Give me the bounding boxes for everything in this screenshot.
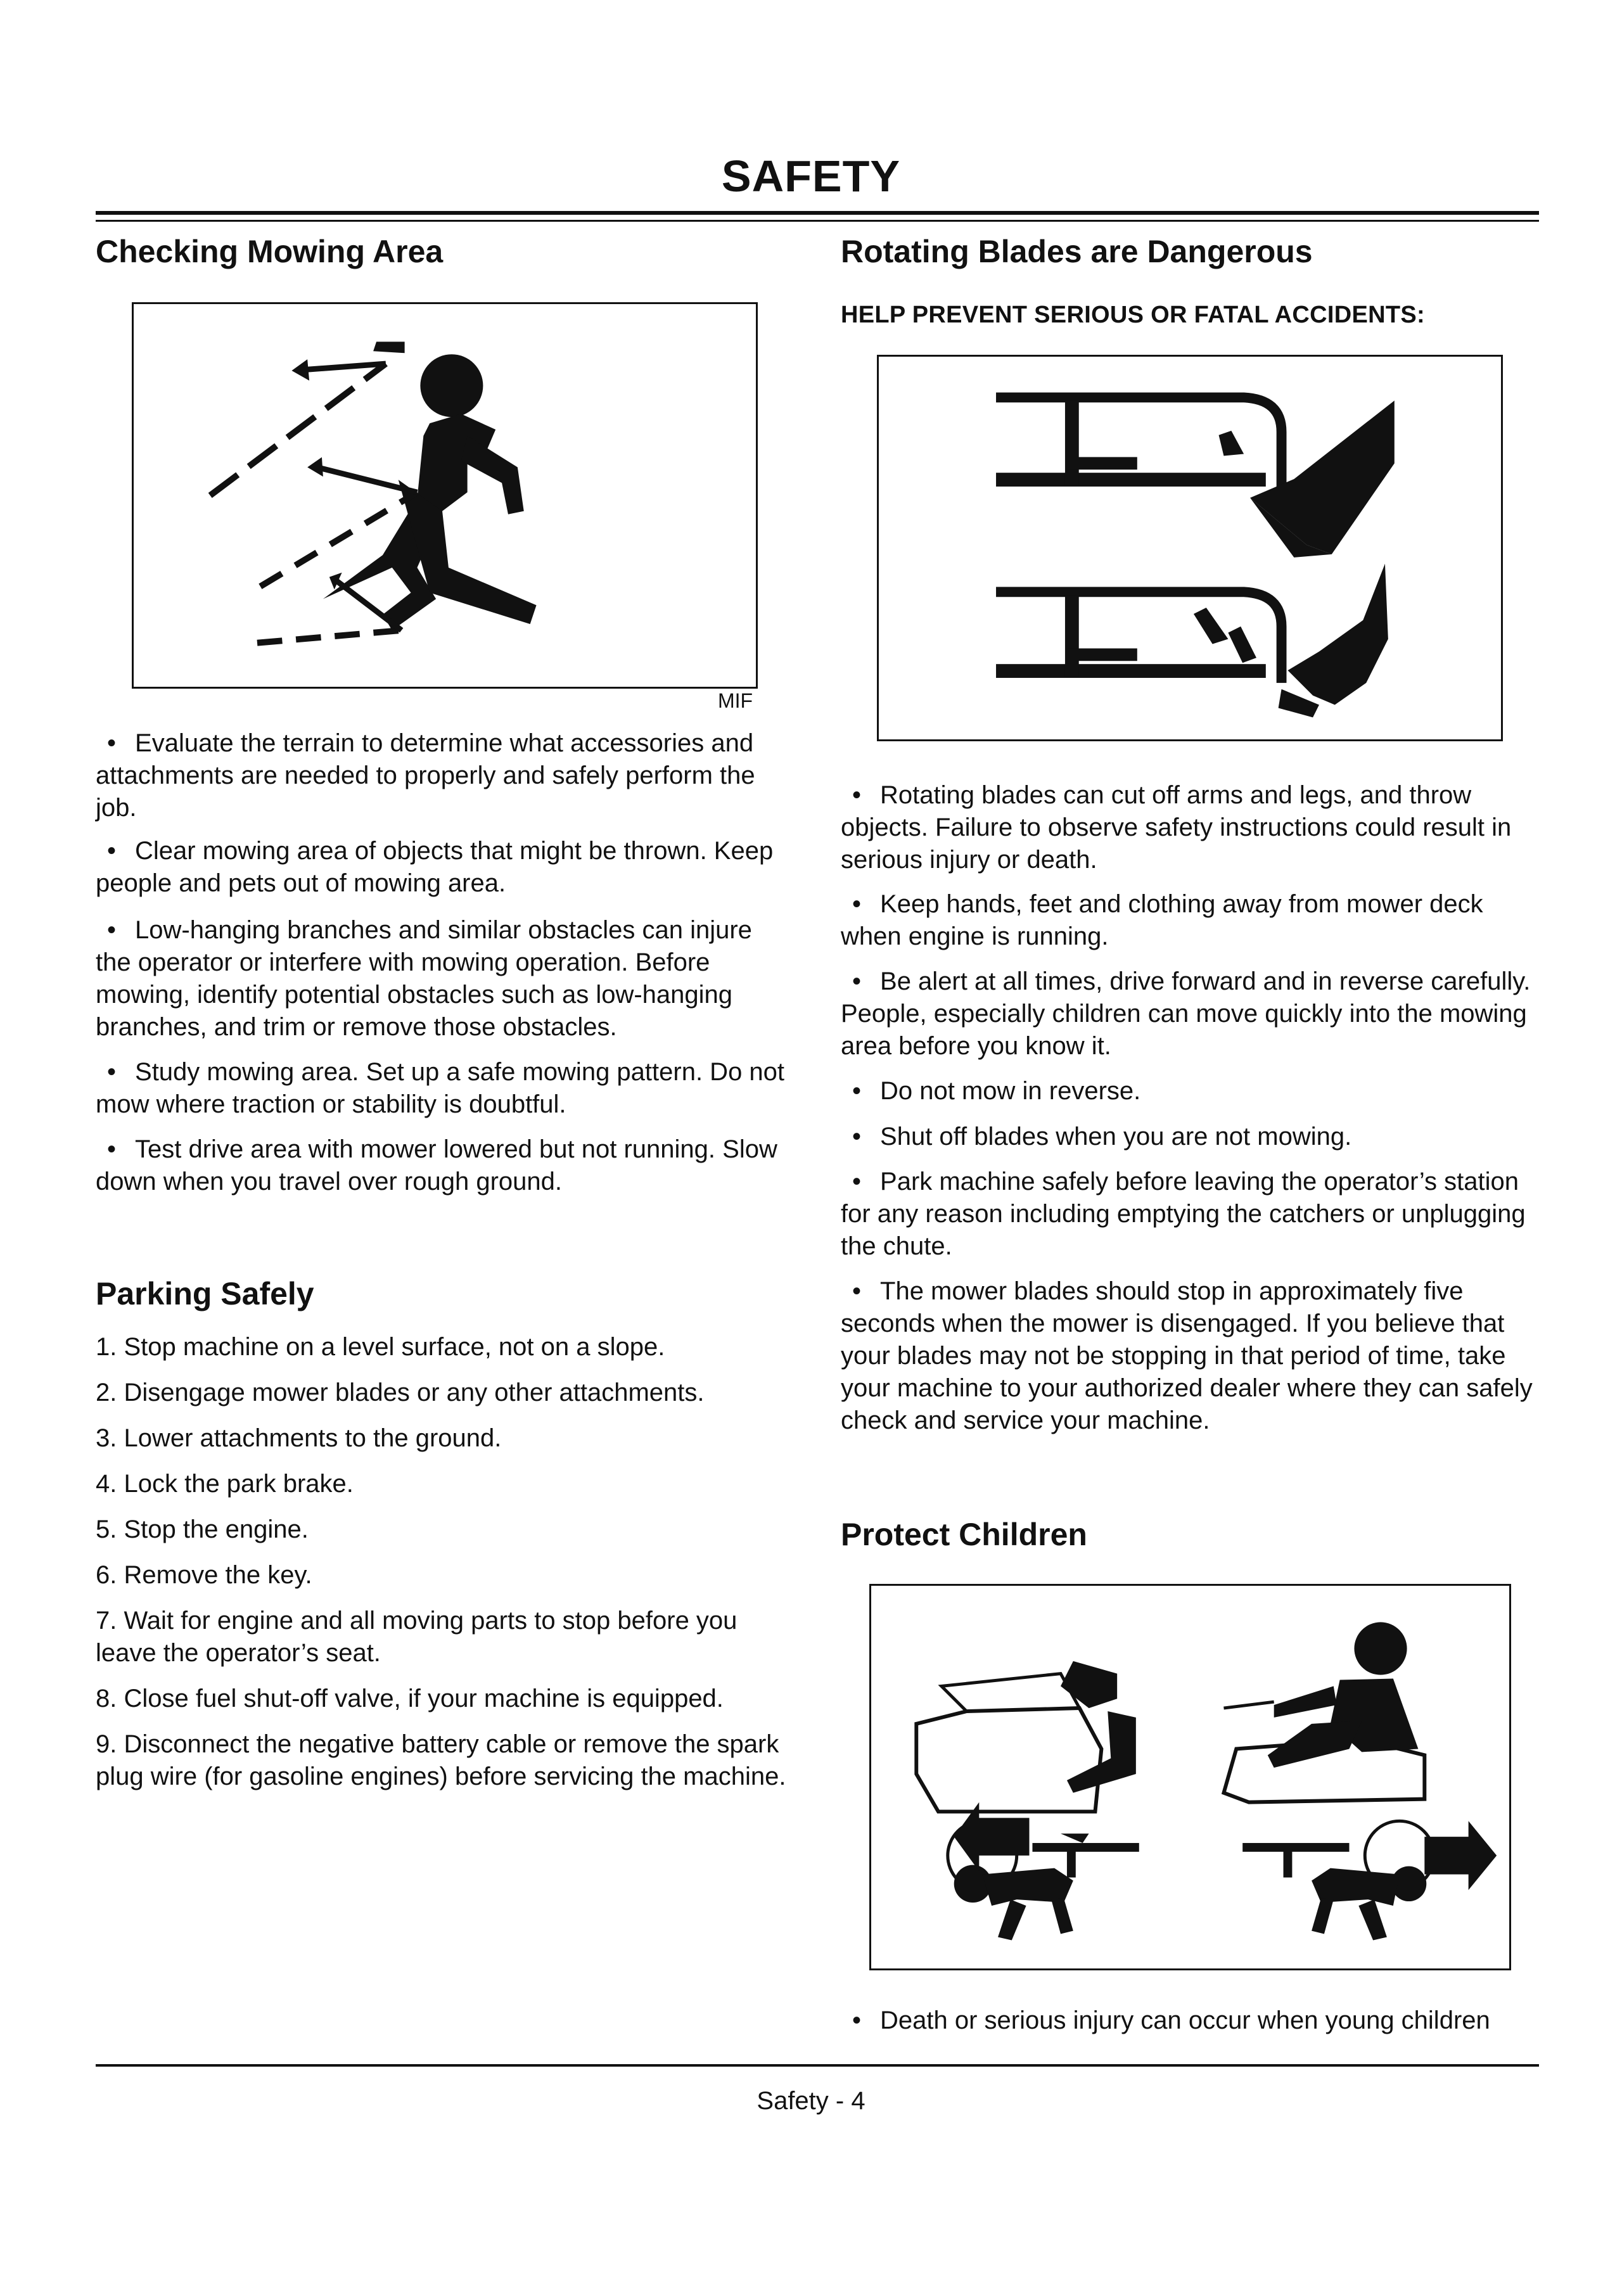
list-item: • Study mowing area. Set up a safe mowing pattern. Do not mow where traction or stability is doubtful. xyxy=(96,1056,789,1121)
list-item: • Do not mow in reverse. xyxy=(841,1075,1538,1107)
thrown-object-hazard-icon xyxy=(134,304,756,687)
rotating-blades-subheading: HELP PREVENT SERIOUS OR FATAL ACCIDENTS: xyxy=(841,302,1425,328)
list-item: 7. Wait for engine and all moving parts to stop before you leave the operator’s seat. xyxy=(96,1607,738,1667)
header-rule-thick xyxy=(96,211,1539,215)
list-item: 9. Disconnect the negative battery cable or remove the spark plug wire (for gasoline engines) before servicing the machine. xyxy=(96,1730,786,1790)
thrown-object-figure xyxy=(132,302,758,689)
list-item: • Be alert at all times, drive forward and in reverse carefully. People, especially children can move quickly into the mowing area before you know it. xyxy=(841,966,1538,1062)
list-item: • Death or serious injury can occur when young children xyxy=(841,2005,1538,2037)
list-item: • Keep hands, feet and clothing away from mower deck when engine is running. xyxy=(841,888,1538,953)
list-item: • Park machine safely before leaving the operator’s station for any reason including emptying the catchers or unplugging the chute. xyxy=(841,1166,1538,1263)
list-item: 5. Stop the engine. xyxy=(96,1515,309,1543)
list-item: 2. Disengage mower blades or any other attachments. xyxy=(96,1379,705,1406)
header-rule-thin xyxy=(96,220,1539,222)
list-item: • Shut off blades when you are not mowing. xyxy=(841,1121,1538,1153)
list-item: • Test drive area with mower lowered but not running. Slow down when you travel over rough ground. xyxy=(96,1133,789,1198)
blade-cut-hazard-icon xyxy=(879,357,1501,739)
blade-hazard-figure xyxy=(877,355,1503,741)
list-item: • Clear mowing area of objects that might be thrown. Keep people and pets out of mowing area. xyxy=(96,835,789,900)
footer-rule xyxy=(96,2064,1539,2067)
checking-mowing-area-heading: Checking Mowing Area xyxy=(96,234,444,269)
figure-code: MIF xyxy=(718,689,753,712)
page-number: Safety - 4 xyxy=(757,2087,865,2115)
parking-safely-heading: Parking Safely xyxy=(96,1276,314,1311)
list-item: 6. Remove the key. xyxy=(96,1561,312,1589)
list-item: • Evaluate the terrain to determine what accessories and attachments are needed to properly and safely perform the job. xyxy=(96,727,789,824)
page-title: SAFETY xyxy=(721,151,901,201)
children-near-mower-hazard-icon xyxy=(871,1586,1509,1968)
rotating-blades-heading: Rotating Blades are Dangerous xyxy=(841,234,1313,269)
list-item: 4. Lock the park brake. xyxy=(96,1470,354,1498)
list-item: 1. Stop machine on a level surface, not on a slope. xyxy=(96,1333,665,1361)
list-item: • The mower blades should stop in approximately five seconds when the mower is disengaged. If you believe that your blades may not be stopping in that period of time, take your machine to your authorized dealer where they can safely check and service your machine. xyxy=(841,1275,1538,1437)
list-item: 3. Lower attachments to the ground. xyxy=(96,1424,502,1452)
list-item: 8. Close fuel shut-off valve, if your machine is equipped. xyxy=(96,1685,724,1712)
list-item: • Rotating blades can cut off arms and legs, and throw objects. Failure to observe safety instructions could result in serious injury or death. xyxy=(841,779,1538,876)
protect-children-heading: Protect Children xyxy=(841,1517,1087,1552)
list-item: • Low-hanging branches and similar obstacles can injure the operator or interfere with mowing operation. Before mowing, identify potential obstacles such as low-hanging branches, and trim or remove those obstacles. xyxy=(96,914,789,1043)
protect-children-figure xyxy=(869,1584,1511,1970)
